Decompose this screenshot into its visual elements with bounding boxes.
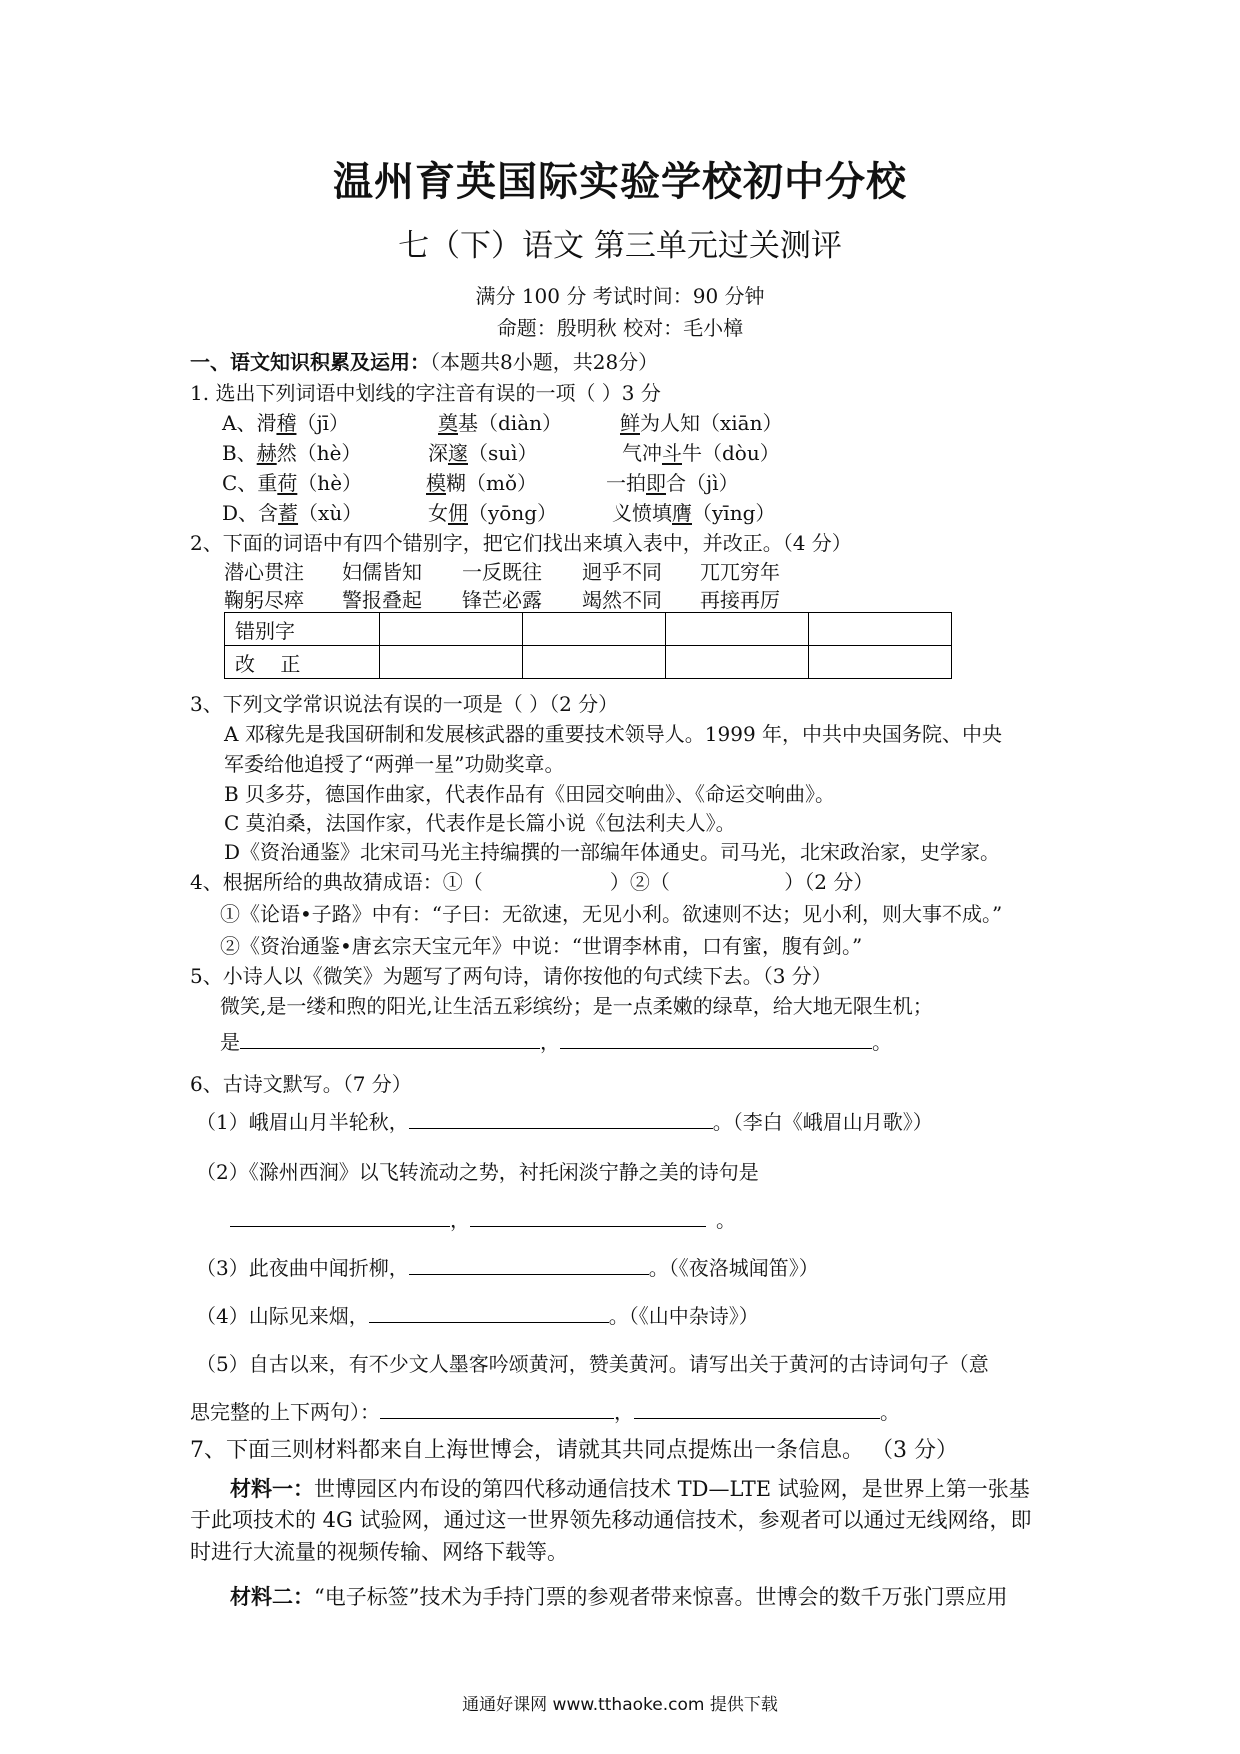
q6-item-1: （1）峨眉山月半轮秋， 。（李白《峨眉山月歌》）: [196, 1110, 933, 1134]
q6-item-3: （3）此夜曲中闻折柳， 。（《夜洛城闻笛》）: [196, 1256, 819, 1280]
q4-stem: 4、根据所给的典故猜成语：①（ ）②（ ）（2 分）: [190, 870, 874, 894]
word-text: 滑: [256, 411, 277, 435]
q1-option-b-word2: [428, 441, 538, 465]
q6-item-2-answer: ， 。: [230, 1208, 736, 1232]
word-item: 锋芒必露: [462, 588, 542, 612]
q1-option-b-word3: [622, 441, 780, 465]
material-label: 材料二：: [230, 1584, 314, 1609]
q3-option-a-line2: 军委给他追授了“两弹一星”功勋奖章。: [224, 752, 565, 776]
table-label-wrong: 错别字: [225, 613, 380, 646]
pinyin: （mǒ）: [466, 471, 538, 495]
q4-clue-1: ①《论语•子路》中有：“子曰：无欲速，无见小利。欲速则不达；见小利，则大事不成。”: [220, 902, 1003, 926]
q2-stem: 2、下面的词语中有四个错别字，把它们找出来填入表中，并改正。（4 分）: [190, 531, 852, 555]
table-row: [225, 613, 952, 646]
underlined-char: 蓄: [278, 501, 299, 525]
answer-cell[interactable]: [809, 646, 952, 679]
underlined-char: 膺: [672, 501, 692, 525]
q1-option-a: [222, 411, 349, 435]
word-text: 糊: [446, 471, 466, 495]
q3-option-a-line1: A 邓稼先是我国研制和发展核武器的重要技术领导人。1999 年，中共中央国务院、中央: [224, 722, 1003, 746]
q5-answer-line: [220, 1030, 892, 1054]
pinyin: （hè）: [297, 471, 363, 495]
word-item: 鞠躬尽瘁: [224, 588, 304, 612]
word-item: 警报叠起: [342, 588, 422, 612]
option-label: C、: [222, 471, 258, 495]
answer-blank[interactable]: [369, 1304, 609, 1323]
q7-stem: 7、下面三则材料都来自上海世博会，请就其共同点提炼出一条信息。 （3 分）: [190, 1438, 958, 1463]
answer-lead: 是: [220, 1030, 240, 1054]
table-label-correct: 改 正: [225, 646, 380, 679]
option-label: D、: [222, 501, 259, 525]
q5-stem: 5、小诗人以《微笑》为题写了两句诗，请你按他的句式续下去。（3 分）: [190, 964, 832, 988]
q1-option-c-word3: [606, 471, 739, 495]
q3-option-b: B 贝多芬，德国作曲家，代表作品有《田园交响曲》、《命运交响曲》。: [224, 782, 836, 806]
q4-clue-2: ②《资治通鉴•唐玄宗天宝元年》中说：“世谓李林甫，口有蜜，腹有剑。”: [220, 934, 863, 958]
answer-cell[interactable]: [666, 613, 809, 646]
word-item: 妇儒皆知: [342, 560, 422, 584]
q7-material1-line3: 时进行大流量的视频传输、网络下载等。: [190, 1540, 568, 1564]
section1-note: （本题共8小题，共28分）: [430, 350, 659, 374]
answer-blank[interactable]: [230, 1208, 450, 1227]
underlined-char: 赫: [256, 441, 277, 465]
q1-option-a-word3: [620, 411, 782, 435]
q6-item-4: （4）山际见来烟， 。（《山中杂诗》）: [196, 1304, 759, 1328]
pinyin: （xiān）: [700, 411, 783, 435]
score-time-line: 满分 100 分 考试时间：90 分钟: [475, 284, 765, 308]
q1-option-b: [222, 441, 361, 465]
q1-option-a-word2: [438, 411, 562, 435]
q1-option-d: [222, 501, 362, 525]
pinyin: 然（hè）: [276, 441, 362, 465]
option-label: B、: [222, 441, 257, 465]
q7-material1-line1: 材料一：世博园区内布设的第四代移动通信技术 TD—LTE 试验网，是世界上第一张基: [230, 1476, 1030, 1501]
answer-cell[interactable]: [523, 646, 666, 679]
underlined-char: 荷: [277, 471, 298, 495]
q1-option-c-word2: [426, 471, 537, 495]
section1-title: 一、语文知识积累及运用：: [190, 350, 430, 374]
pinyin: （jī）: [296, 411, 350, 435]
pinyin: （yīng）: [692, 501, 776, 525]
word-text: 义愤填: [612, 501, 672, 525]
punct: 。: [872, 1030, 892, 1054]
school-title: 温州育英国际实验学校初中分校: [333, 159, 907, 205]
pinyin: 牛（dòu）: [682, 441, 780, 465]
correction-table: [224, 612, 952, 679]
word-text: 含: [258, 501, 279, 525]
q3-option-c: C 莫泊桑，法国作家，代表作是长篇小说《包法利夫人》。: [224, 811, 736, 835]
word-item: 竭然不同: [582, 588, 662, 612]
underlined-char: 佣: [448, 501, 468, 525]
underlined-char: 奠: [438, 411, 458, 435]
word-text: 基: [458, 411, 478, 435]
word-item: 潜心贯注: [224, 560, 304, 584]
answer-blank[interactable]: [470, 1208, 706, 1227]
pinyin: （suì）: [468, 441, 538, 465]
footer-download-note: 通通好课网 www.tthaoke.com 提供下载: [462, 1695, 778, 1715]
answer-blank[interactable]: [240, 1030, 540, 1049]
word-item: 迥乎不同: [582, 560, 662, 584]
section1-heading: [190, 350, 658, 374]
q7-material1-line2: 于此项技术的 4G 试验网，通过这一世界领先移动通信技术，参观者可以通过无线网络，即: [190, 1508, 1032, 1532]
q6-item-2: （2）《滁州西涧》以飞转流动之势，衬托闲淡宁静之美的诗句是: [196, 1160, 759, 1184]
q2-words-row2: [224, 588, 780, 612]
word-text: 一拍: [606, 471, 646, 495]
word-text: 深: [428, 441, 448, 465]
answer-blank[interactable]: [380, 1400, 614, 1419]
answer-cell[interactable]: [666, 646, 809, 679]
underlined-char: 即: [646, 471, 666, 495]
q6-stem: 6、古诗文默写。（7 分）: [190, 1072, 412, 1096]
word-text: 女: [428, 501, 448, 525]
word-text: 气冲: [622, 441, 662, 465]
pinyin: （xù）: [298, 501, 363, 525]
word-item: 兀兀穷年: [700, 560, 780, 584]
pinyin: 合（jì）: [666, 471, 739, 495]
answer-cell[interactable]: [380, 646, 523, 679]
underlined-char: 模: [426, 471, 446, 495]
pinyin: （yōng）: [468, 501, 558, 525]
q5-example: 微笑,是一缕和煦的阳光,让生活五彩缤纷；是一点柔嫩的绿草，给大地无限生机；: [220, 994, 933, 1018]
answer-blank[interactable]: [409, 1256, 649, 1275]
option-label: A、: [222, 411, 257, 435]
q2-words-row1: [224, 560, 780, 584]
answer-blank[interactable]: [560, 1030, 872, 1049]
word-item: 再接再厉: [700, 588, 780, 612]
answer-cell[interactable]: [523, 613, 666, 646]
pinyin: （diàn）: [478, 411, 563, 435]
underlined-char: 稽: [276, 411, 297, 435]
q1-option-d-word2: [428, 501, 557, 525]
q3-option-d: D《资治通鉴》北宋司马光主持编撰的一部编年体通史。司马光，北宋政治家，史学家。: [224, 840, 1001, 864]
answer-blank[interactable]: [409, 1110, 713, 1129]
q1-option-d-word3: [612, 501, 775, 525]
exam-title: 七（下）语文 第三单元过关测评: [398, 228, 842, 264]
q3-stem: 3、下列文学常识说法有误的一项是（ ）（2 分）: [190, 692, 619, 716]
underlined-char: 斗: [662, 441, 682, 465]
word-text: 重: [257, 471, 278, 495]
answer-cell[interactable]: [809, 613, 952, 646]
word-text: 为人知: [640, 411, 700, 435]
underlined-char: 邃: [448, 441, 468, 465]
authors-line: 命题：殷明秋 校对：毛小樟: [496, 316, 744, 340]
q1-option-c: [222, 471, 362, 495]
answer-blank[interactable]: [634, 1400, 880, 1419]
material-label: 材料一：: [230, 1476, 314, 1501]
answer-cell[interactable]: [380, 613, 523, 646]
q6-item-5-line1: （5）自古以来，有不少文人墨客吟颂黄河，赞美黄河。请写出关于黄河的古诗词句子（意: [196, 1352, 989, 1376]
punct: ，: [540, 1030, 560, 1054]
q1-stem: 1. 选出下列词语中划线的字注音有误的一项（ ）3 分: [190, 381, 661, 405]
q6-item-5-line2: 思完整的上下两句）： ， 。: [190, 1400, 900, 1424]
q7-material2-line1: 材料二：“电子标签”技术为手持门票的参观者带来惊喜。世博会的数千万张门票应用: [230, 1584, 1008, 1609]
word-item: 一反既往: [462, 560, 542, 584]
table-row: [225, 646, 952, 679]
underlined-char: 鲜: [620, 411, 640, 435]
